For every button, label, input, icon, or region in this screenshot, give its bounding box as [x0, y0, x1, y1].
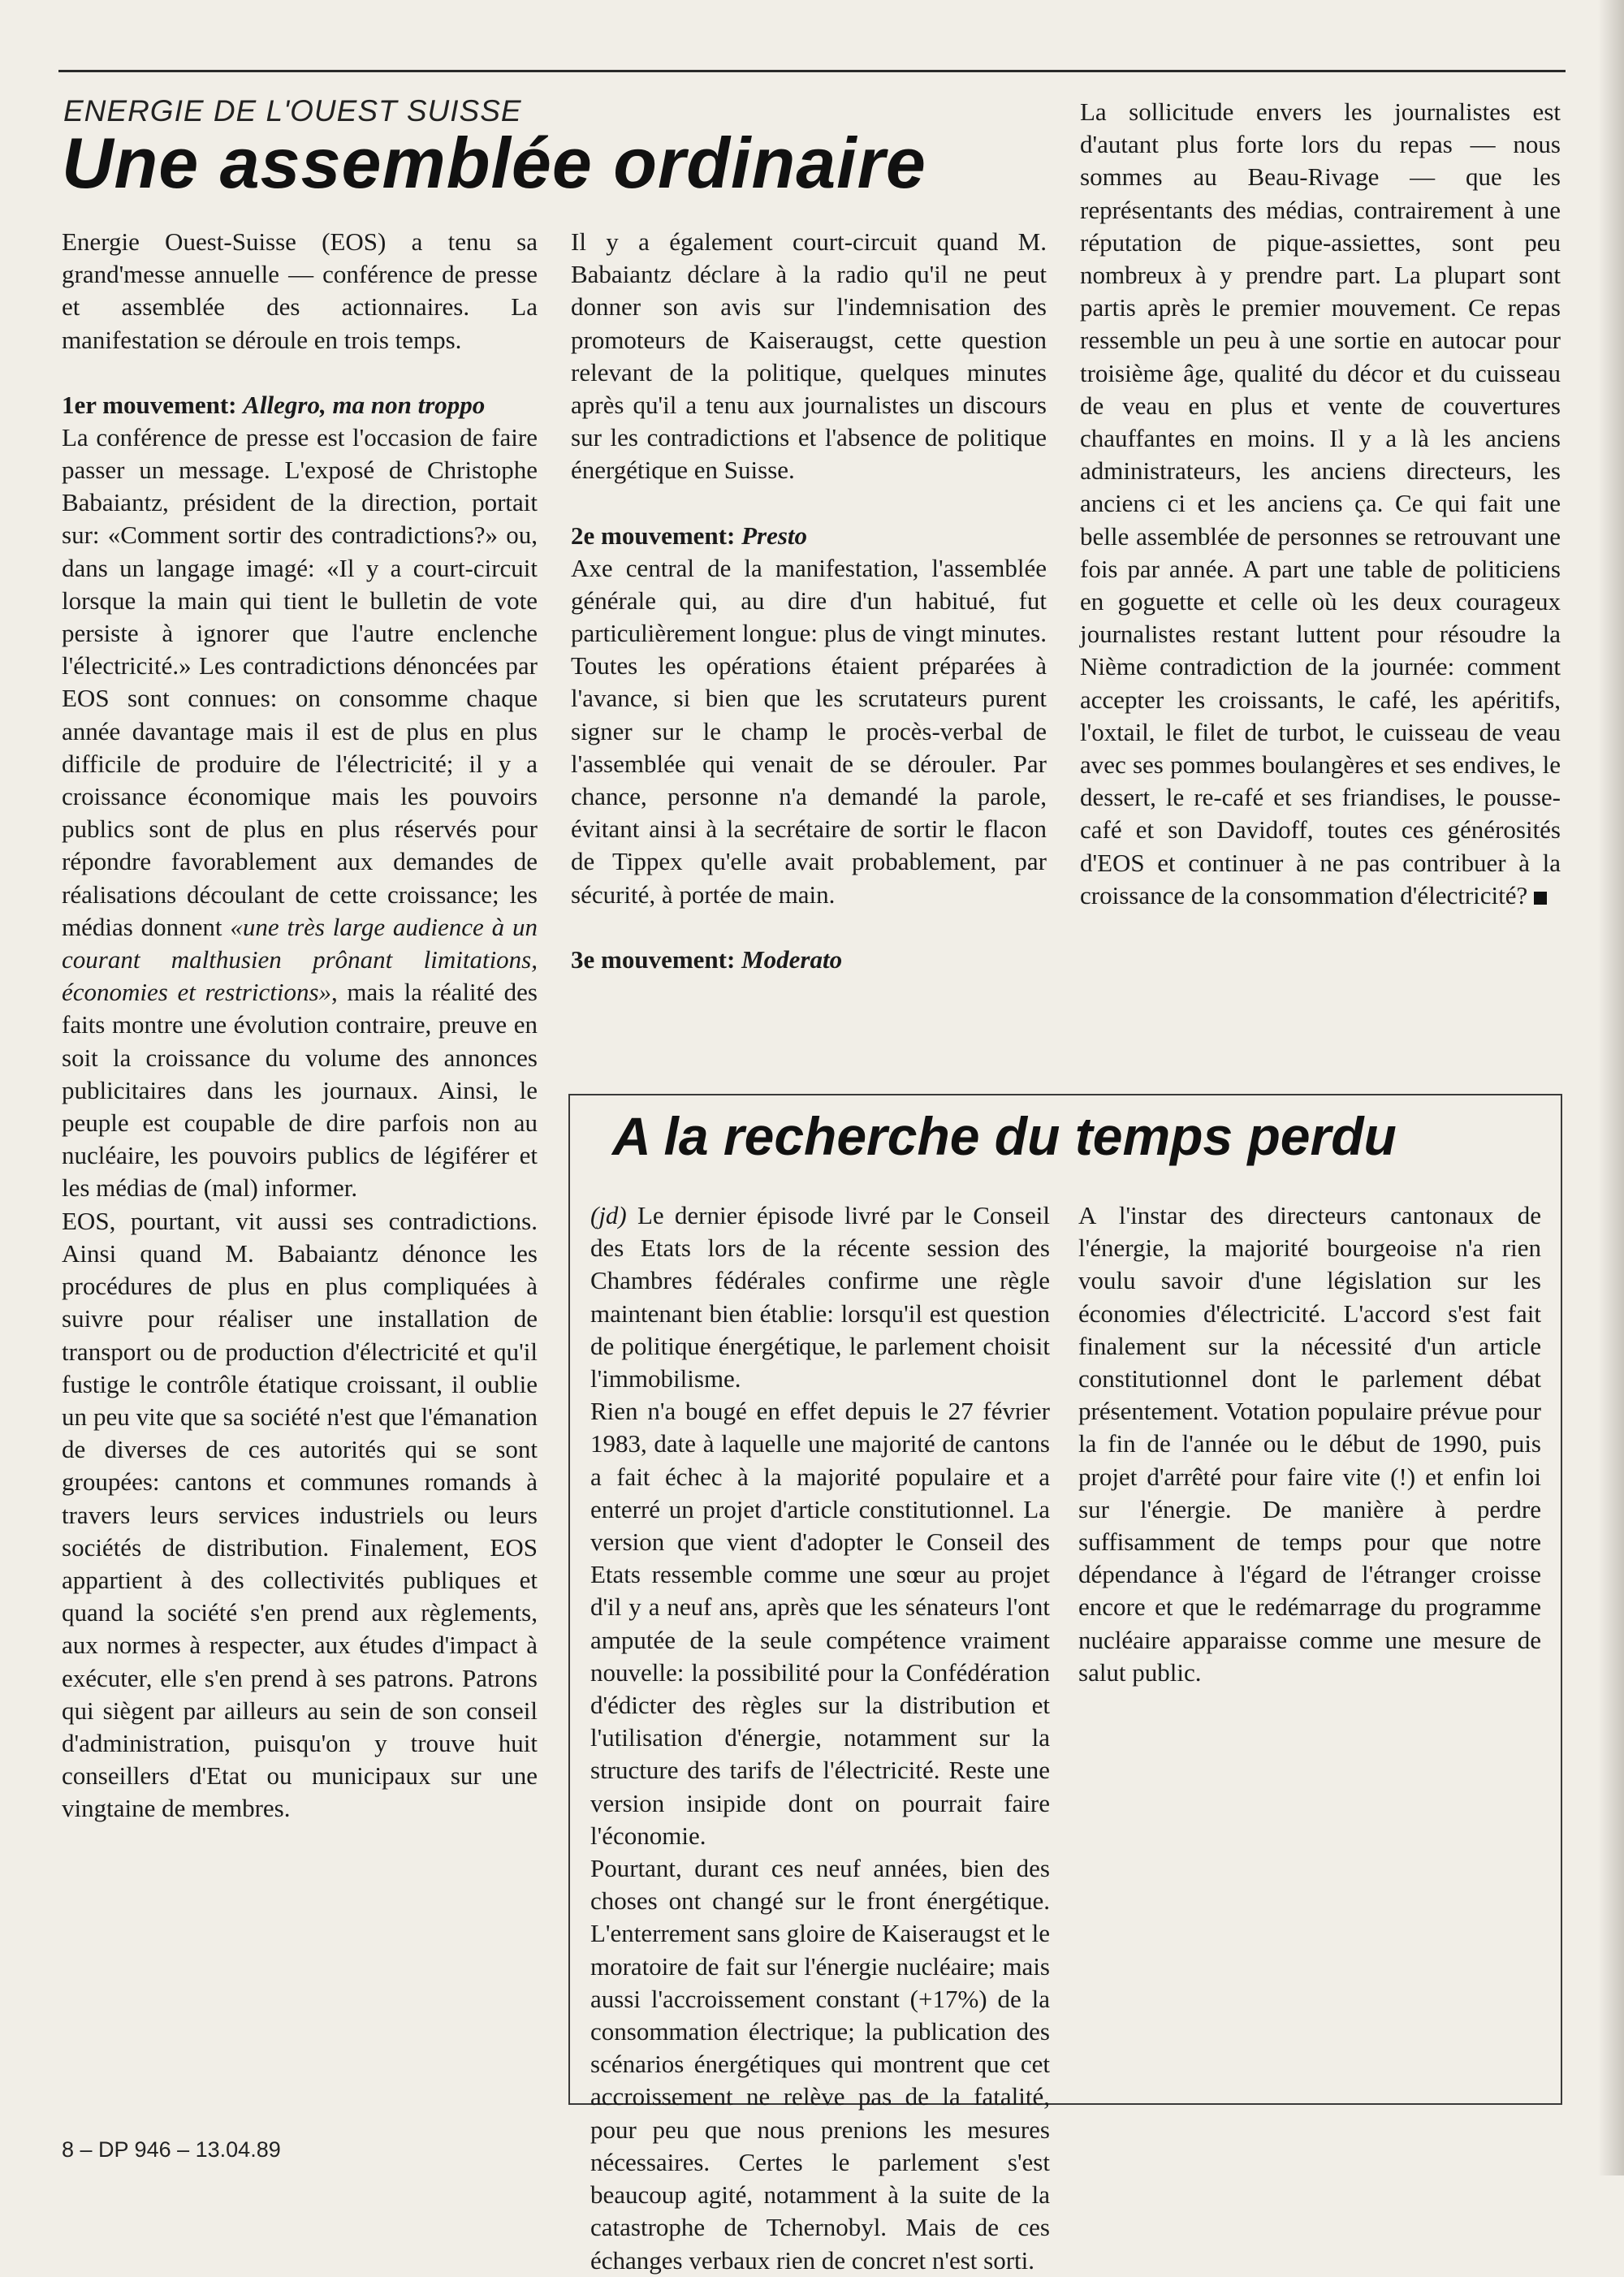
movement-3-heading	[571, 944, 1047, 976]
sidebar-paragraph-2: Rien n'a bougé en effet depuis le 27 février 1983, date à laquelle une majorité de cantons a fait échec à la majorité populaire et a enterré un projet d'article constitutionnel. La version que vient d'adopter le Conseil des Etats ressemble comme une sœur au projet d'il y a neuf ans, après que les sénateurs l'ont amputée de la seule compétence vraiment nouvelle: la possibilité pour la Confédération d'édicter des règles sur la distribution et l'utilisation d'énergie, notamment sur la structure des tarifs de l'électricité. Reste une version insipide dont on pourrait faire l'économie.	[590, 1397, 1050, 1850]
sidebar-title: A la recherche du temps perdu	[612, 1106, 1397, 1166]
sidebar-paragraph-4: A l'instar des directeurs cantonaux de l'énergie, la majorité bourgeoise n'a rien voulu savoir d'une législation sur les économies d'électricité. L'accord s'est fait finalement sur la nécessité d'un article constitutionnel dont le parlement débat présentement. Votation populaire prévue pour la fin de l'année ou le début de 1990, puis projet d'arrêté pour faire vite (!) et enfin loi sur l'énergie. De manière à perdre suffisamment de temps pour que notre dépendance à l'égard de l'étranger croisse encore et que le redémarrage du programme nucléaire apparaisse comme une mesure de salut public.	[1078, 1201, 1541, 1687]
movement-1-tempo: Allegro, ma non troppo	[243, 390, 486, 419]
article-column-3	[1080, 96, 1561, 912]
movement-1-paragraph-2: EOS, pourtant, vit aussi ses contradictions. Ainsi quand M. Babaiantz dénonce les procédures de plus en plus compliquées à suivre pour réaliser une installation de transport ou de production d'électricité et qu'il fustige le contrôle étatique croissant, il oublie un peu vite que sa société n'est que l'émanation de diverses de ces autorités qui se sont groupées: cantons et communes romands à travers leurs services industriels ou leurs sociétés de distribution. Finalement, EOS appartient à des collectivités publiques et quand la société s'en prend aux règlements, aux normes à respecter, aux études d'impact à exécuter, elle s'en prend à ses patrons. Patrons qui siègent par ailleurs au sein de son conseil d'administration, puisqu'on y trouve huit conseillers d'Etat ou municipaux sur une vingtaine de membres.	[62, 1206, 538, 1823]
article-kicker: ENERGIE DE L'OUEST SUISSE	[63, 94, 522, 127]
article-title: Une assemblée ordinaire	[62, 123, 926, 203]
sidebar-column-1	[590, 1199, 1050, 2277]
sidebar-paragraph-1	[590, 1199, 1050, 1395]
movement-3-text: La sollicitude envers les journalistes est d'autant plus forte lors du repas — nous sommes au Beau-Rivage — que les représentants des médias, contrairement à une réputation de pique-assiettes, sont peu nombreux à y prendre part. La plupart sont partis après le premier mouvement. Ce repas ressemble un peu à une sortie en autocar pour troisième âge, qualité du décor et du cuisseau de veau en plus et vente de couvertures chauffantes en moins. Il y a là les anciens administrateurs, les anciens directeurs, les anciens ci et les anciens ça. Ce qui fait une belle assemblée de personnes se retrouvant une fois par année. A part une table de politiciens en goguette et celle où les deux courageux journalistes restant luttent pour résoudre la Nième contradiction de la journée: comment accepter les croissants, le café, les apéritifs, l'oxtail, le filet de turbot, le cuisseau de veau avec ses pommes boulangères et ses endives, le dessert, le re-café et ses friandises, le pousse-café et son Davidoff, toutes ces générosités d'EOS et continuer à ne pas contribuer à la croissance de la consommation d'électricité?	[1080, 97, 1561, 910]
movement-2-paragraph: Axe central de la manifestation, l'assemblée générale qui, au dire d'un habitué, fut particulièrement longue: plus de vingt minutes. Toutes les opérations étaient préparées à l'avance, si bien que les scrutateurs purent signer sur le champ le procès-verbal de l'assemblée qui venait de se dérouler. Par chance, personne n'a demandé la parole, évitant ainsi à la secrétaire de sortir le flacon de Tippex qu'elle avait probablement, par sécurité, à portée de main.	[571, 553, 1047, 909]
movement-3-paragraph	[1080, 96, 1561, 912]
article-intro: Energie Ouest-Suisse (EOS) a tenu sa grand'messe annuelle — conférence de presse et assemblée des actionnaires. La manifestation se déroule en trois temps.	[62, 227, 538, 354]
sidebar-article-box	[568, 1094, 1562, 2275]
movement-1-prefix: 1er mouvement:	[62, 390, 244, 419]
movement-1-paragraph	[62, 421, 538, 1205]
page-edge-shadow	[1598, 0, 1624, 2175]
movement-1-heading	[62, 389, 538, 421]
end-mark-icon	[1534, 892, 1547, 905]
movement-1-quote: «une très large audience à un courant malthusien prônant limitations, économies et restrictions»	[62, 912, 538, 1007]
sidebar-paragraph-3: Pourtant, durant ces neuf années, bien des choses ont changé sur le front énergétique. L'enterrement sans gloire de Kaiseraugst et le moratoire de fait sur l'énergie nucléaire; mais aussi l'accroissement constant (+17%) de la consommation électrique; la publication des scénarios énergétiques qui montrent que cet accroissement ne relève pas de la fatalité, pour peu que nous prenions les mesures nécessaires. Certes le parlement s'est beaucoup agité, notamment à la suite de la catastrophe de Tchernobyl. Mais de ces échanges verbaux rien de concret n'est sorti.	[590, 1854, 1050, 2275]
movement-1-paragraph-3: Il y a également court-circuit quand M. Babaiantz déclare à la radio qu'il ne peut donner son avis sur l'indemnisation des promoteurs de Kaiseraugst, cette question relevant de la politique, quelques minutes après qu'il a tenu aux journalistes un discours sur les contradictions et l'absence de politique énergétique en Suisse.	[571, 227, 1047, 485]
page-footer: 8 – DP 946 – 13.04.89	[62, 2137, 281, 2162]
sidebar-initials: (jd)	[590, 1201, 627, 1229]
article-column-1	[62, 226, 538, 1825]
movement-3-tempo: Moderato	[741, 944, 843, 974]
movement-1-text-a: La conférence de presse est l'occasion de faire passer un message. L'exposé de Christophe Babaiantz, président de la direction, portait sur: «Comment sortir des contradictions?» ou, dans un langage imagé: «Il y a court-circuit lorsque la main qui tient le bulletin de vote persiste à ignorer que l'autre enclenche l'électricité.» Les contradictions dénoncées par EOS sont connues: on consomme chaque année davantage mais il est de plus en plus difficile de produire de l'électricité; il y a croissance économique mais les pouvoirs publics sont de plus en plus réservés pour répondre favorablement aux demandes de réalisations découlant de cette croissance; les médias donnent	[62, 422, 538, 941]
movement-2-heading	[571, 520, 1047, 552]
movement-2-prefix: 2e mouvement:	[571, 521, 742, 550]
movement-2-tempo: Presto	[741, 521, 807, 550]
movement-1-text-b: , mais la réalité des faits montre une évolution contraire, preuve en soit la croissance du volume des annonces publicitaires dans les journaux. Ainsi, le peuple est coupable de dire parfois non au nucléaire, les pouvoirs publics de légiférer et les médias de (mal) informer.	[62, 978, 538, 1203]
article-column-2	[571, 226, 1047, 976]
sidebar-paragraph-1-text: Le dernier épisode livré par le Conseil des Etats lors de la récente session des Chambres fédérales confirme une règle maintenant bien établie: lorsqu'il est question de politique énergétique, le parlement choisit l'immobilisme.	[590, 1201, 1050, 1393]
sidebar-column-2	[1078, 1199, 1541, 1689]
top-rule	[58, 70, 1566, 72]
movement-3-prefix: 3e mouvement:	[571, 944, 742, 974]
